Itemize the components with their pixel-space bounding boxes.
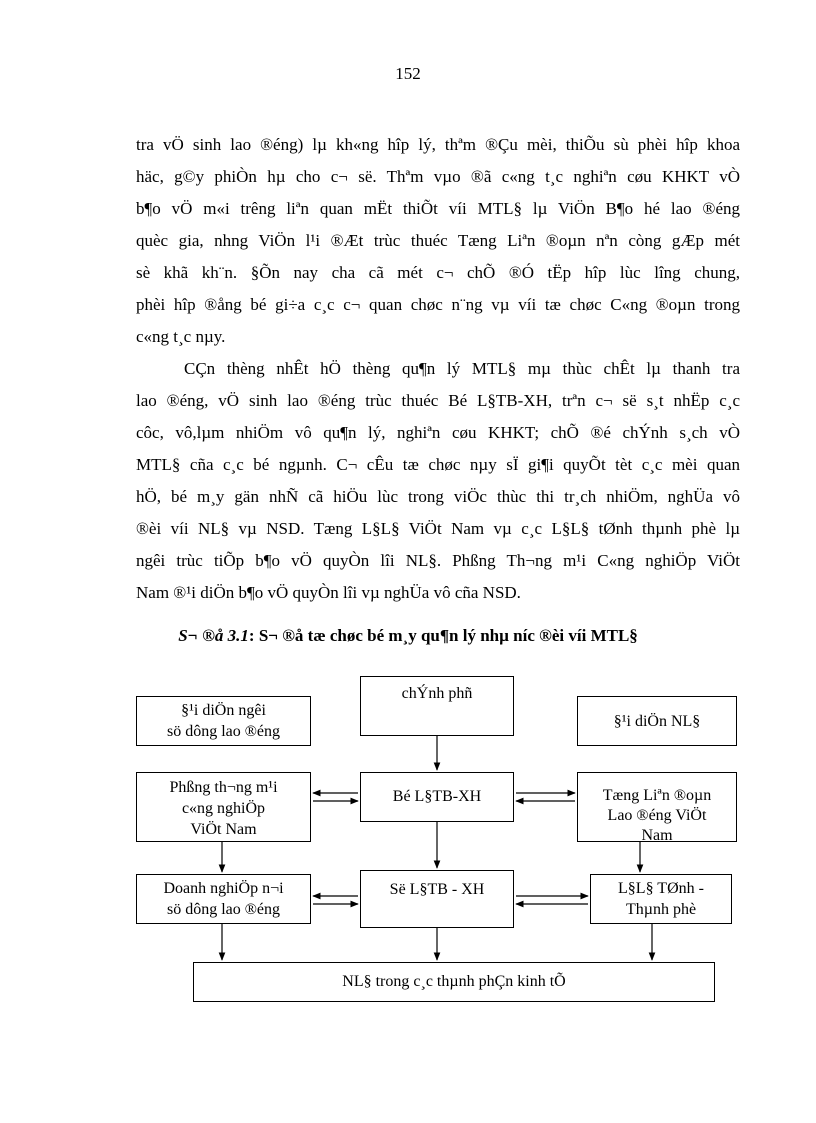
box-label: Së L§TB - XH [389,881,485,898]
text-line: quèc gia, nhng ViÖn l¹i ®Æt trùc thuéc Tæng Liªn ®oµn nªn còng gÆp mét [136,231,740,250]
text-line: tra vÖ sinh lao ®éng) lµ kh«ng hîp lý, thªm ®Çu mèi, thiÕu sù phèi hîp khoa [136,135,740,154]
box-label: L§L§ TØnh - [618,880,704,897]
box-label: c«ng nghiÖp [181,800,266,817]
caption-text: : S¬ ®å tæ chøc bé m¸y qu¶n lý nhµ níc ®èi víi MTL§ [248,626,638,645]
box-label: NL§ trong c¸c thµnh phÇn kinh tÕ [342,973,566,990]
text-line: b¶o vÖ m«i trêng liªn quan mËt thiÕt víi MTL§ lµ ViÖn B¶o hé lao ®éng [136,199,740,218]
box-label: ViÖt Nam [190,821,257,838]
text-line: MTL§ cña c¸c bé ngµnh. C¬ cÊu tæ chøc nµy sÏ gi¶i quyÕt tèt c¸c mèi quan [136,455,740,474]
text-line: phèi hîp ®ång bé gi÷a c¸c c¬ quan chøc n¨ng vµ víi tæ chøc C«ng ®oµn trong [136,295,740,314]
text-line: lao ®éng, vÖ sinh lao ®éng trùc thuéc Bé L§TB-XH, trªn c¬ së s¸t nhËp c¸c [136,391,740,410]
box-label: Tæng Liªn ®oµn [602,787,712,804]
text-line: c«ng t¸c nµy. [136,327,226,346]
box-label: Bé L§TB-XH [392,788,482,805]
box-label: chÝnh phñ [401,685,473,702]
text-line: häc, g©y phiÒn hµ cho c¬ së. Thªm vµo ®ã c«ng t¸c nghiªn cøu KHKT vÒ [136,167,740,186]
box-label: Phßng th¬ng m¹i [169,779,278,796]
caption-label: S¬ ®å 3.1 [178,626,249,645]
text-line: côc, vô,lµm nhiÖm vô qu¶n lý, nghiªn cøu KHKT; chÕ ®é chÝnh s¸ch vÒ [136,423,740,442]
text-line: CÇn thèng nhÊt hÖ thèng qu¶n lý MTL§ mµ thùc chÊt lµ thanh tra [184,359,740,378]
page-number: 152 [395,64,421,83]
box-label: §¹i diÖn ngêi [181,702,266,719]
box-label: Lao ®éng ViÖt [607,807,707,824]
box-label: Nam [641,827,673,844]
text-line: ®èi víi NL§ vµ NSD. Tæng L§L§ ViÖt Nam vµ c¸c L§L§ tØnh thµnh phè lµ [136,519,740,538]
text-line: Nam ®¹i diÖn b¶o vÖ quyÒn lîi vµ nghÜa vô cña NSD. [136,583,521,602]
box-label: §¹i diÖn NL§ [613,713,701,730]
text-line: hÖ, bé m¸y gän nhÑ cã hiÖu lùc trong viÖc thùc thi tr¸ch nhiÖm, nghÜa vô [136,487,740,506]
box-label: Doanh nghiÖp n¬i [163,880,284,897]
text-line: ngêi trùc tiÕp b¶o vÖ quyÒn lîi NL§. Phßng Th¬ng m¹i C«ng nghiÖp ViÖt [136,551,740,570]
box-label: sö dông lao ®éng [166,723,281,740]
text-line: sè khã kh¨n. §Õn nay cha cã mét c¬ chÕ ®Ó tËp hîp lùc lîng chung, [136,263,740,282]
box-label: Thµnh phè [625,901,697,918]
box-label: sö dông lao ®éng [166,901,281,918]
